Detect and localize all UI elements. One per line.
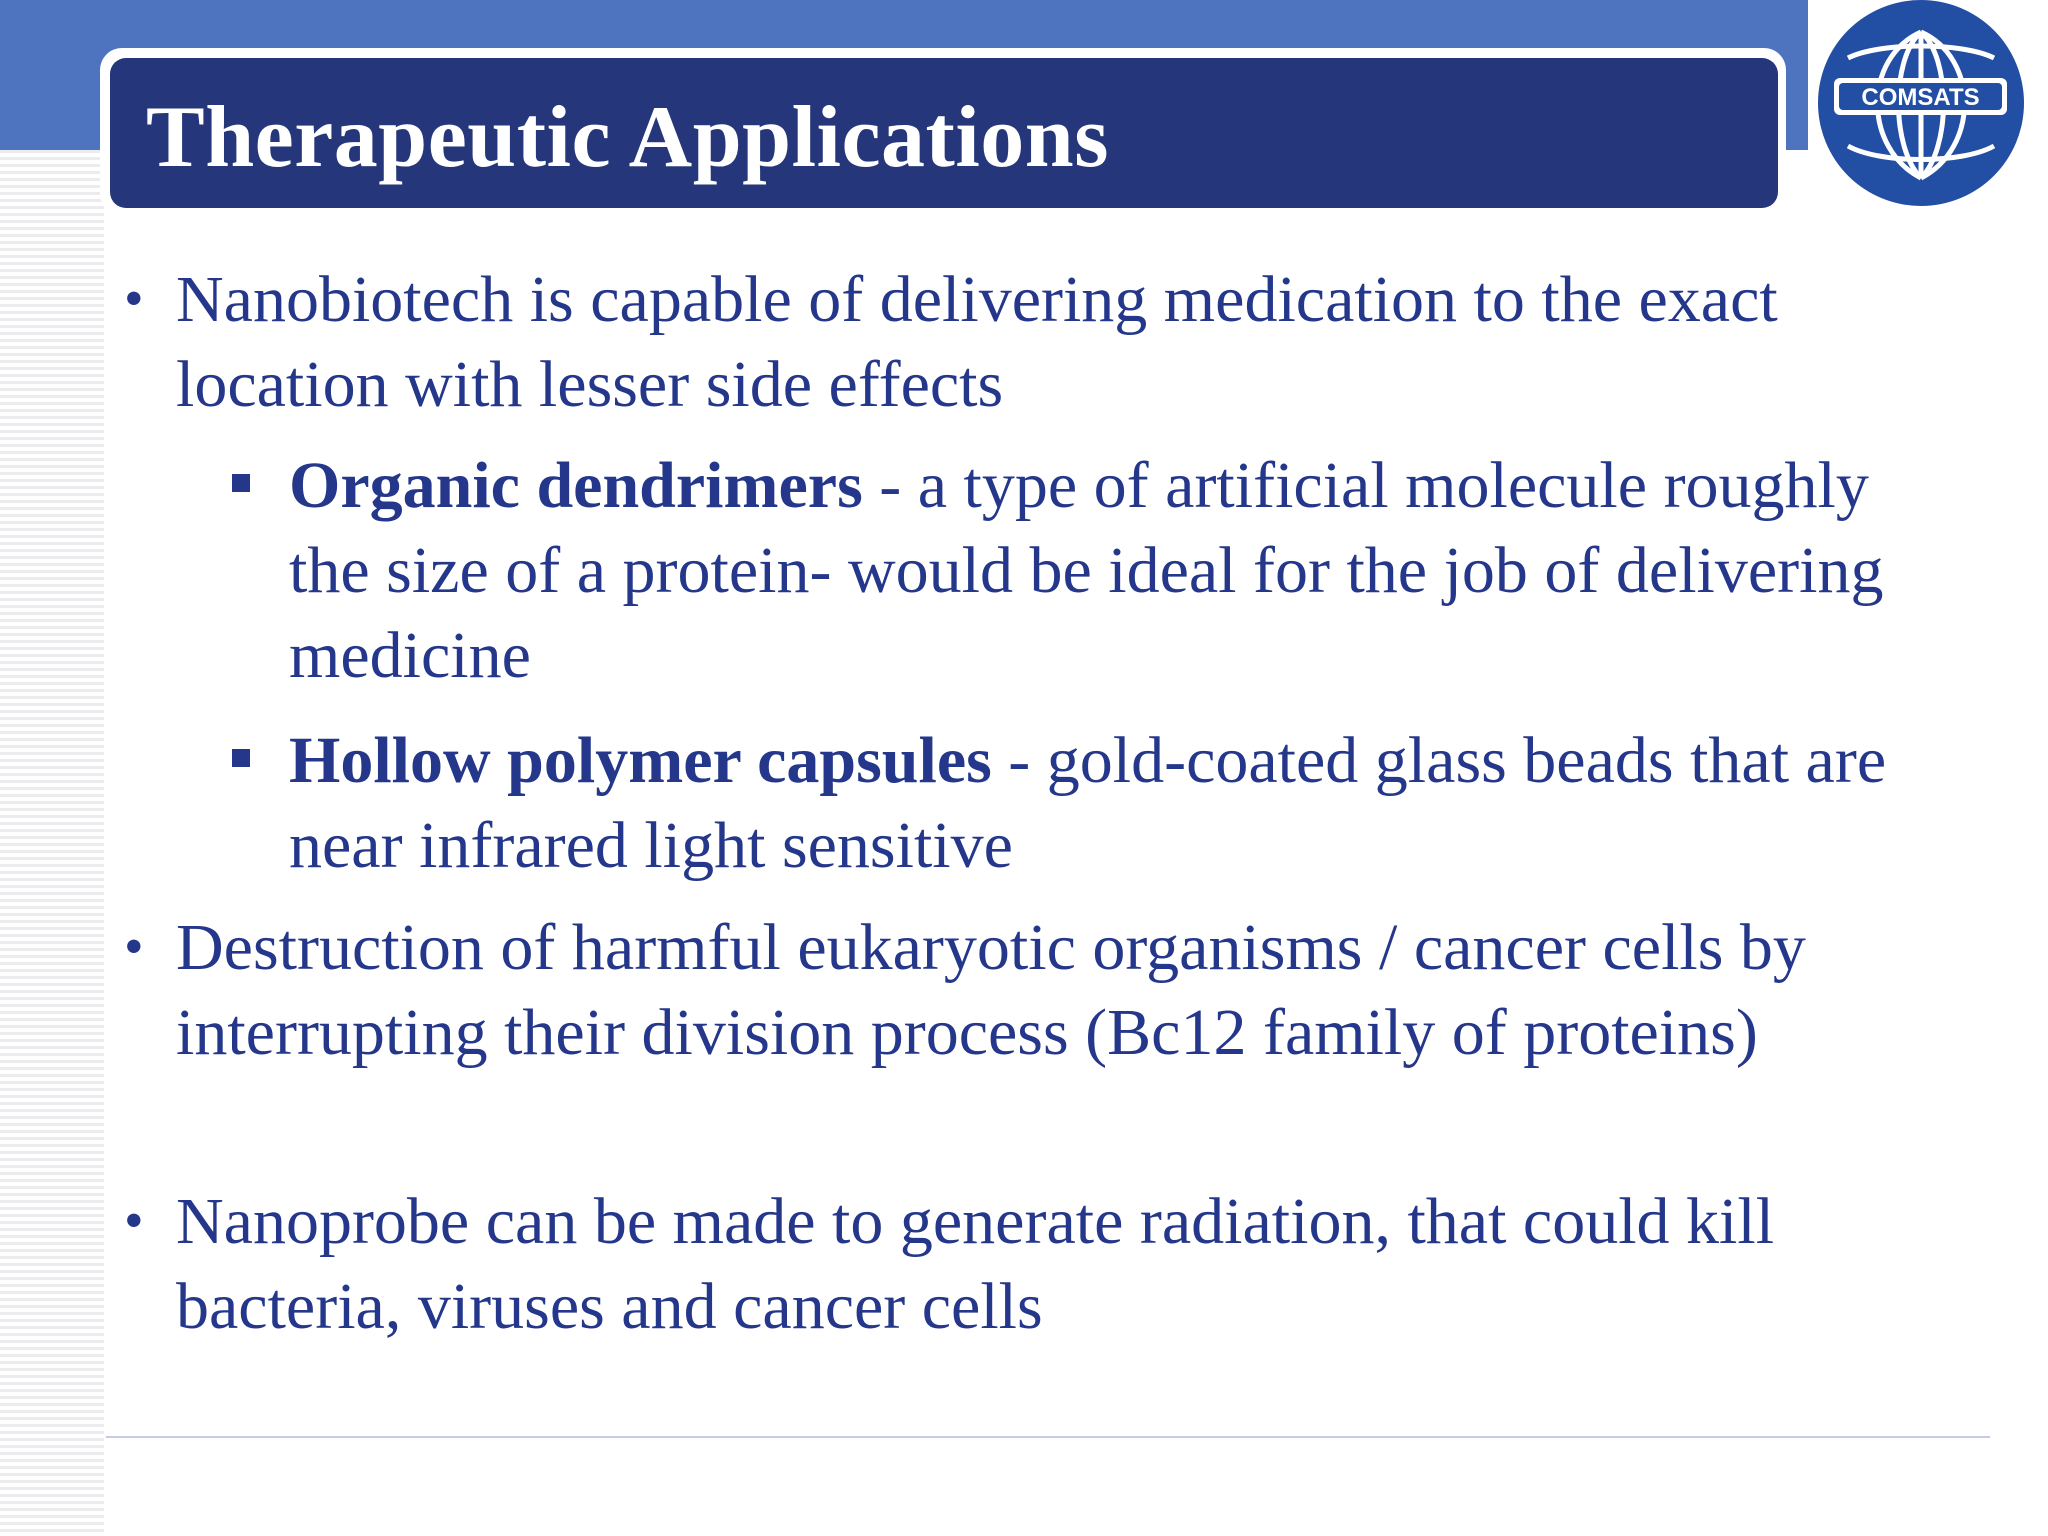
bullet-destruction-text: Destruction of harmful eukaryotic organisms / cancer cells by interrupting their division process (Bc12 family of proteins) xyxy=(176,911,1806,1069)
bullet-delivery-text: Nanobiotech is capable of delivering medication to the exact location with lesser side effects xyxy=(176,263,1778,421)
logo-text: COMSATS xyxy=(1861,84,1980,111)
bullet-delivery xyxy=(124,257,1936,427)
sub-bullet-polymer-capsules xyxy=(289,718,1949,888)
square-bullet-icon xyxy=(232,474,250,492)
slide-title: Therapeutic Applications xyxy=(146,89,1109,186)
bullet-destruction xyxy=(124,905,1936,1075)
polymer-capsules-description: - gold-coated glass beads that are near infrared light sensitive xyxy=(289,724,1887,882)
dendrimers-description: - a type of artificial molecule roughly the size of a protein- would be ideal for the job of delivering medicine xyxy=(289,449,1884,692)
bullet-nanoprobe-text: Nanoprobe can be made to generate radiation, that could kill bacteria, viruses and cancer cells xyxy=(176,1185,1775,1343)
bullet-dot-icon: • xyxy=(124,916,144,978)
dendrimers-term: Organic dendrimers xyxy=(289,449,863,522)
square-bullet-icon xyxy=(232,749,250,767)
bullet-dot-icon: • xyxy=(124,1190,144,1252)
sub-bullet-dendrimers xyxy=(289,443,1949,698)
bottom-divider xyxy=(106,1436,1990,1438)
bullet-dot-icon: • xyxy=(124,268,144,330)
polymer-capsules-term: Hollow polymer capsules xyxy=(289,724,992,797)
bullet-nanoprobe xyxy=(124,1179,1936,1349)
